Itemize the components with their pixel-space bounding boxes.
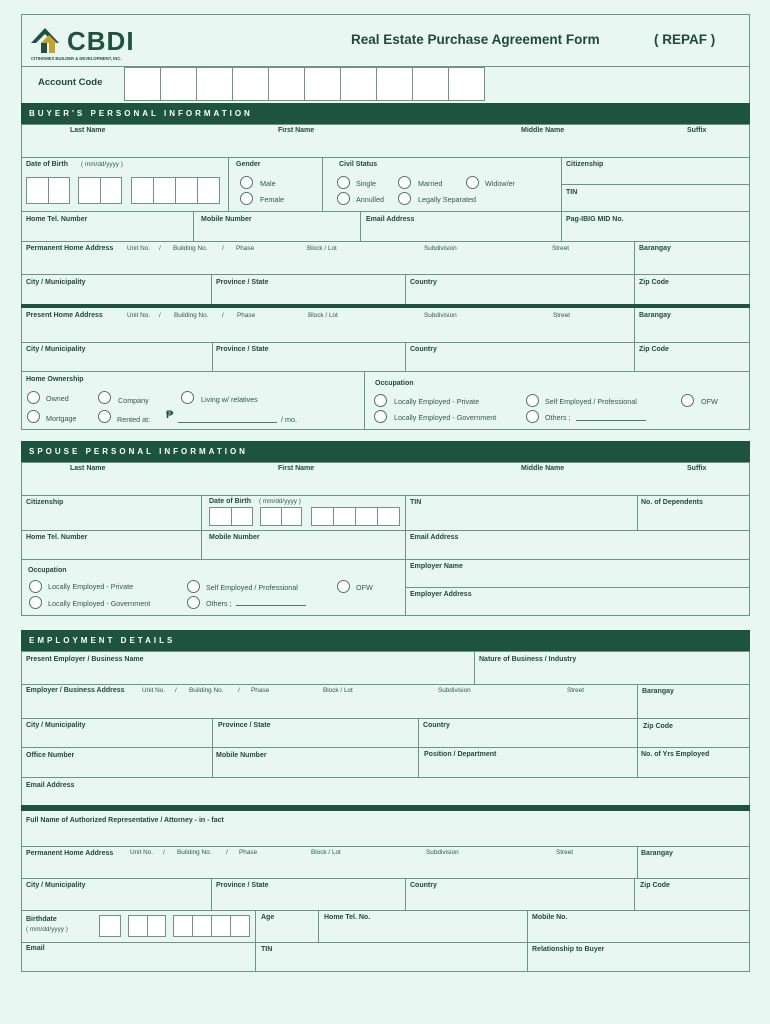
street-label: Street <box>552 245 570 252</box>
buyer-email-label: Email Address <box>366 216 415 223</box>
country-label: Country <box>410 279 437 286</box>
buyer-married-radio[interactable] <box>398 176 411 189</box>
city-label: City / Municipality <box>26 882 86 889</box>
buyer-occupation-label: Occupation <box>375 380 414 387</box>
slash-label: / <box>222 245 224 252</box>
buyer-last-name-label: Last Name <box>70 127 106 134</box>
unit-no-label: Unit No. <box>142 687 166 694</box>
country-label: Country <box>410 882 437 889</box>
slash-label: / <box>222 312 224 319</box>
buyer-self-employed-label: Self Employed / Professional <box>545 397 637 406</box>
owned-radio[interactable] <box>27 391 40 404</box>
unit-no-label: Unit No. <box>130 849 154 856</box>
buyer-emp-gov-radio[interactable] <box>374 410 387 423</box>
buyer-single-radio[interactable] <box>337 176 350 189</box>
company-logo <box>29 25 169 63</box>
spouse-section-frame <box>21 462 750 616</box>
building-no-label: Building No. <box>189 687 224 694</box>
buyer-annulled-label: Annulled <box>356 195 384 204</box>
spouse-middle-name-label: Middle Name <box>521 465 565 472</box>
nature-business-label: Nature of Business / Industry <box>479 656 577 663</box>
spouse-occupation-label: Occupation <box>28 567 67 574</box>
owned-label: Owned <box>46 394 69 403</box>
buyer-dob-label: Date of Birth <box>26 161 68 168</box>
subdivision-label: Subdivision <box>426 849 459 856</box>
subdivision-label: Subdivision <box>438 687 471 694</box>
buyer-middle-name-label: Middle Name <box>521 127 565 134</box>
slash-label: / <box>163 849 165 856</box>
employment-email-label: Email Address <box>26 782 75 789</box>
buyer-others-input[interactable] <box>576 420 646 421</box>
barangay-label: Barangay <box>639 312 671 319</box>
rep-full-name-label: Full Name of Authorized Representative / Attorney - in - fact <box>26 817 224 824</box>
spouse-dob-format: ( mm/dd/yyyy ) <box>259 498 301 505</box>
block-lot-label: Block / Lot <box>311 849 341 856</box>
barangay-label: Barangay <box>642 688 674 695</box>
buyer-female-radio[interactable] <box>240 192 253 205</box>
buyer-pagibig-label: Pag-IBIG MID No. <box>566 216 624 223</box>
home-ownership-label: Home Ownership <box>26 376 84 383</box>
buyer-emp-gov-label: Locally Employed - Government <box>394 413 497 422</box>
living-relatives-radio[interactable] <box>181 391 194 404</box>
spouse-tin-label: TIN <box>410 499 422 506</box>
spouse-email-label: Email Address <box>410 534 459 541</box>
zip-label: Zip Code <box>639 279 669 286</box>
company-label: Company <box>118 396 149 405</box>
rep-birthdate-label: Birthdate <box>26 916 57 923</box>
spouse-ofw-label: OFW <box>356 583 373 592</box>
street-label: Street <box>556 849 574 856</box>
mortgage-radio[interactable] <box>27 410 40 423</box>
per-month-label: / mo. <box>281 415 297 424</box>
country-label: Country <box>423 722 450 729</box>
province-label: Province / State <box>216 346 269 353</box>
house-logo-icon <box>29 25 69 55</box>
province-label: Province / State <box>216 882 269 889</box>
spouse-others-label: Others ; <box>206 599 232 608</box>
slash-label: / <box>175 687 177 694</box>
buyer-suffix-label: Suffix <box>687 127 707 134</box>
city-label: City / Municipality <box>26 346 86 353</box>
province-label: Province / State <box>218 722 271 729</box>
company-radio[interactable] <box>98 391 111 404</box>
spouse-ofw-radio[interactable] <box>337 580 350 593</box>
unit-no-label: Unit No. <box>127 312 151 319</box>
top-border <box>21 14 750 15</box>
rented-radio[interactable] <box>98 410 111 423</box>
spouse-dob-label: Date of Birth <box>209 498 251 505</box>
spouse-emp-gov-radio[interactable] <box>29 596 42 609</box>
rep-home-tel-label: Home Tel. No. <box>324 914 371 921</box>
spouse-citizenship-label: Citizenship <box>26 499 64 506</box>
block-lot-label: Block / Lot <box>307 245 337 252</box>
buyer-present-address-label: Present Home Address <box>26 312 103 319</box>
buyer-tin-label: TIN <box>566 189 578 196</box>
buyer-citizenship-label: Citizenship <box>566 161 604 168</box>
country-label: Country <box>410 346 437 353</box>
zip-label: Zip Code <box>643 723 673 730</box>
buyer-name-input[interactable] <box>21 136 750 157</box>
rep-birthdate-format: ( mm/dd/yyyy ) <box>26 926 68 933</box>
spouse-home-tel-label: Home Tel. Number <box>26 534 88 541</box>
logo-subtitle: CITIHOMES BUILDER & DEVELOPMENT, INC. <box>31 56 122 61</box>
block-lot-label: Block / Lot <box>308 312 338 319</box>
city-label: City / Municipality <box>26 279 86 286</box>
buyer-emp-private-label: Locally Employed - Private <box>394 397 480 406</box>
buyer-others-radio[interactable] <box>526 410 539 423</box>
slash-label: / <box>238 687 240 694</box>
buyer-separated-radio[interactable] <box>398 192 411 205</box>
buyer-section-header: BUYER'S PERSONAL INFORMATION <box>21 103 750 124</box>
form-code: ( REPAF ) <box>654 32 716 47</box>
buyer-widow-radio[interactable] <box>466 176 479 189</box>
spouse-first-name-label: First Name <box>278 465 315 472</box>
spouse-employer-address-label: Employer Address <box>410 591 472 598</box>
spouse-self-employed-radio[interactable] <box>187 580 200 593</box>
spouse-emp-gov-label: Locally Employed - Government <box>48 599 151 608</box>
spouse-dependents-label: No. of Dependents <box>641 499 703 506</box>
block-lot-label: Block / Lot <box>323 687 353 694</box>
position-label: Position / Department <box>424 751 497 758</box>
buyer-perm-address-label: Permanent Home Address <box>26 245 114 252</box>
buyer-mobile-label: Mobile Number <box>201 216 252 223</box>
present-employer-label: Present Employer / Business Name <box>26 656 144 663</box>
buyer-single-label: Single <box>356 179 376 188</box>
buyer-gender-label: Gender <box>236 161 261 168</box>
mortgage-label: Mortgage <box>46 414 77 423</box>
buyer-female-label: Female <box>260 195 284 204</box>
rep-email-label: Email <box>26 945 45 952</box>
office-number-label: Office Number <box>26 752 75 759</box>
phase-label: Phase <box>239 849 258 856</box>
slash-label: / <box>226 849 228 856</box>
thick-divider <box>21 304 750 308</box>
slash-label: / <box>159 312 161 319</box>
spouse-section-header: SPOUSE PERSONAL INFORMATION <box>21 441 750 462</box>
barangay-label: Barangay <box>639 245 671 252</box>
barangay-label: Barangay <box>641 850 673 857</box>
buyer-civil-status-label: Civil Status <box>339 161 378 168</box>
street-label: Street <box>553 312 571 319</box>
form-title: Real Estate Purchase Agreement Form <box>351 32 600 47</box>
buyer-first-name-label: First Name <box>278 127 315 134</box>
buyer-others-label: Others ; <box>545 413 571 422</box>
unit-no-label: Unit No. <box>127 245 151 252</box>
spouse-last-name-label: Last Name <box>70 465 106 472</box>
spouse-emp-private-label: Locally Employed - Private <box>48 582 134 591</box>
spouse-others-radio[interactable] <box>187 596 200 609</box>
buyer-annulled-radio[interactable] <box>337 192 350 205</box>
account-code-label: Account Code <box>38 77 103 88</box>
rent-amount-input[interactable] <box>178 422 277 423</box>
rented-label: Rented at: <box>117 415 151 424</box>
spouse-others-input[interactable] <box>236 605 306 606</box>
living-relatives-label: Living w/ relatives <box>201 395 258 404</box>
buyer-widow-label: Widow/er <box>485 179 515 188</box>
building-no-label: Building No. <box>173 245 208 252</box>
city-label: City / Municipality <box>26 722 86 729</box>
employer-address-label: Employer / Business Address <box>26 687 125 694</box>
spouse-self-employed-label: Self Employed / Professional <box>206 583 298 592</box>
spouse-emp-private-radio[interactable] <box>29 580 42 593</box>
rep-age-label: Age <box>261 914 275 921</box>
street-label: Street <box>567 687 585 694</box>
buyer-ofw-radio[interactable] <box>681 394 694 407</box>
right-border <box>749 14 750 104</box>
buyer-separated-label: Legally Separated <box>418 195 476 204</box>
employment-section-header: EMPLOYMENT DETAILS <box>21 630 750 651</box>
phase-label: Phase <box>237 312 256 319</box>
thick-divider <box>21 805 750 811</box>
rep-relationship-label: Relationship to Buyer <box>532 946 605 953</box>
zip-label: Zip Code <box>640 882 670 889</box>
buyer-ofw-label: OFW <box>701 397 718 406</box>
rep-perm-address-label: Permanent Home Address <box>26 850 114 857</box>
buyer-married-label: Married <box>418 179 443 188</box>
rep-tin-label: TIN <box>261 946 273 953</box>
phase-label: Phase <box>236 245 255 252</box>
province-label: Province / State <box>216 279 269 286</box>
building-no-label: Building No. <box>177 849 212 856</box>
buyer-self-employed-radio[interactable] <box>526 394 539 407</box>
building-no-label: Building No. <box>174 312 209 319</box>
buyer-home-tel-label: Home Tel. Number <box>26 216 88 223</box>
yrs-employed-label: No. of Yrs Employed <box>641 751 710 758</box>
left-border <box>21 14 22 104</box>
rep-mobile-label: Mobile No. <box>532 914 568 921</box>
spouse-suffix-label: Suffix <box>687 465 707 472</box>
buyer-male-radio[interactable] <box>240 176 253 189</box>
logo-text: CBDI <box>67 26 135 56</box>
phase-label: Phase <box>251 687 270 694</box>
peso-icon: ₱ <box>166 409 174 421</box>
buyer-male-label: Male <box>260 179 276 188</box>
zip-label: Zip Code <box>639 346 669 353</box>
spouse-employer-name-label: Employer Name <box>410 563 463 570</box>
account-code-boxes[interactable] <box>124 67 485 101</box>
buyer-emp-private-radio[interactable] <box>374 394 387 407</box>
subdivision-label: Subdivision <box>424 312 457 319</box>
slash-label: / <box>159 245 161 252</box>
spouse-mobile-label: Mobile Number <box>209 534 260 541</box>
employment-mobile-label: Mobile Number <box>216 752 267 759</box>
subdivision-label: Subdivision <box>424 245 457 252</box>
buyer-dob-format: ( mm/dd/yyyy ) <box>81 161 123 168</box>
